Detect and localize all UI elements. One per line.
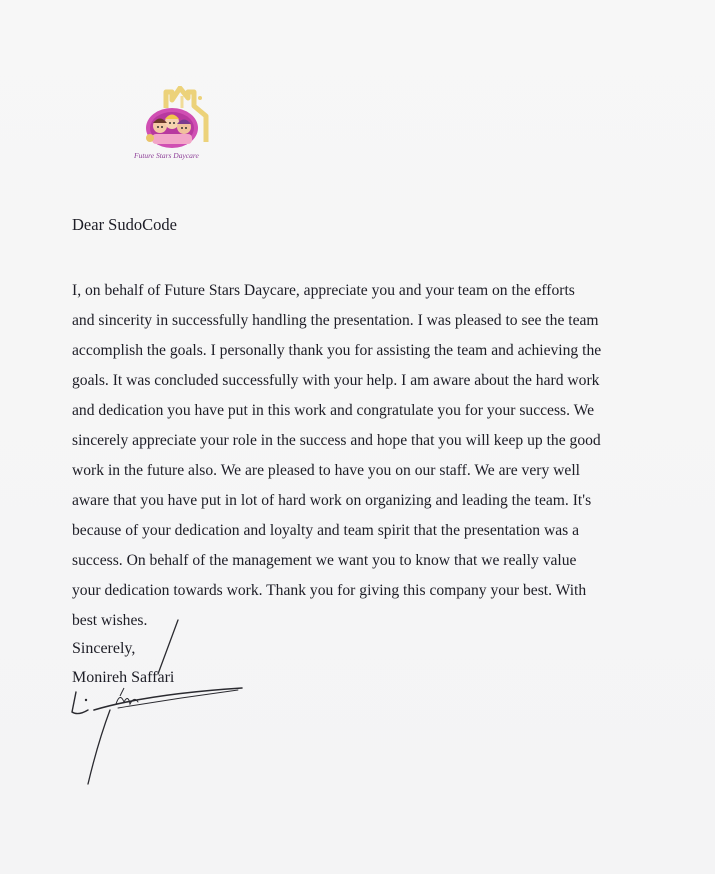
closing: Sincerely, (72, 640, 136, 657)
body-line: accomplish the goals. I personally thank you for assisting the team and achieving the (72, 342, 602, 359)
signer-name: Monireh Saffari (72, 669, 175, 686)
body-line: your dedication towards work. Thank you for giving this company your best. With (72, 582, 587, 599)
body-line: success. On behalf of the management we want you to know that we really value (72, 552, 577, 569)
body-line: and sincerity in successfully handling the presentation. I was pleased to see the team (72, 312, 599, 329)
daycare-logo (128, 86, 224, 172)
body-line: best wishes. (72, 612, 148, 629)
body-line: sincerely appreciate your role in the success and hope that you will keep up the good (72, 432, 601, 449)
logo-graphic (128, 86, 224, 172)
body-line: work in the future also. We are pleased to have you on our staff. We are very well (72, 462, 581, 479)
letter-body (72, 276, 672, 636)
logo-caption: Future Stars Daycare (134, 151, 199, 160)
body-line: I, on behalf of Future Stars Daycare, appreciate you and your team on the efforts (72, 282, 575, 299)
salutation: Dear SudoCode (72, 215, 177, 234)
body-line: because of your dedication and loyalty and team spirit that the presentation was a (72, 522, 580, 539)
body-line: and dedication you have put in this work and congratulate you for your success. We (72, 402, 595, 419)
body-line: goals. It was concluded successfully with your help. I am aware about the hard work (72, 372, 600, 389)
body-line: aware that you have put in lot of hard work on organizing and leading the team. It's (72, 492, 592, 509)
